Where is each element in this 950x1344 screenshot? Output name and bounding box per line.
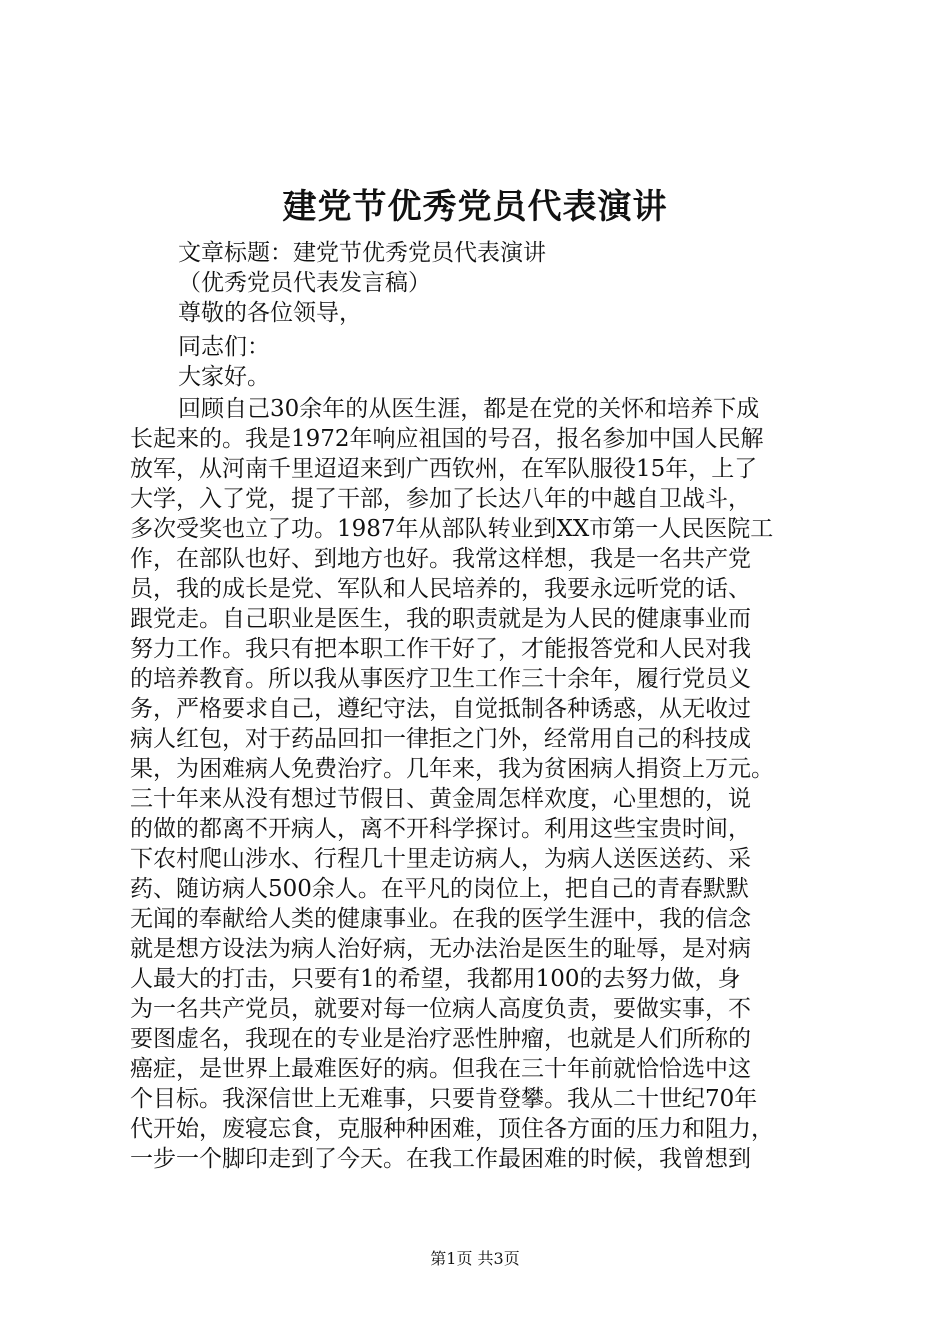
body-line: 务，严格要求自己，遵纪守法，自觉抵制各种诱惑，从无收过 <box>130 696 751 722</box>
body-line: 放军，从河南千里迢迢来到广西钦州，在军队服役15年，上了 <box>130 456 758 482</box>
body-line: 癌症，是世界上最难医好的病。但我在三十年前就恰恰选中这 <box>130 1056 751 1082</box>
body-line: 员，我的成长是党、军队和人民培养的，我要永远听党的话、 <box>130 576 751 602</box>
body-line: 长起来的。我是1972年响应祖国的号召，报名参加中国人民解 <box>130 426 764 452</box>
body-line: 三十年来从没有想过节假日、黄金周怎样欢度，心里想的，说 <box>130 786 751 812</box>
body-line: 为一名共产党员，就要对每一位病人高度负责，要做实事，不 <box>130 996 751 1022</box>
body-line: 的培养教育。所以我从事医疗卫生工作三十余年，履行党员义 <box>130 666 751 692</box>
body-line: 一步一个脚印走到了今天。在我工作最困难的时候，我曾想到 <box>130 1146 751 1172</box>
body-line: 病人红包，对于药品回扣一律拒之门外，经常用自己的科技成 <box>130 726 751 752</box>
body-line: 要图虚名，我现在的专业是治疗恶性肿瘤，也就是人们所称的 <box>130 1026 751 1052</box>
body-line: 无闻的奉献给人类的健康事业。在我的医学生涯中，我的信念 <box>130 906 751 932</box>
article-title-line: 文章标题：建党节优秀党员代表演讲 <box>178 240 546 266</box>
subtitle-line: （优秀党员代表发言稿） <box>178 270 431 296</box>
document-title: 建党节优秀党员代表演讲 <box>282 187 668 227</box>
body-line: 大学，入了党，提了干部，参加了长达八年的中越自卫战斗， <box>130 486 751 512</box>
body-line: 跟党走。自己职业是医生，我的职责就是为人民的健康事业而 <box>130 606 751 632</box>
page-number-footer: 第1页 共3页 <box>430 1249 520 1268</box>
body-line: 作，在部队也好、到地方也好。我常这样想，我是一名共产党 <box>130 546 751 572</box>
body-line: 的做的都离不开病人，离不开科学探讨。利用这些宝贵时间， <box>130 816 751 842</box>
body-line: 多次受奖也立了功。1987年从部队转业到XX市第一人民医院工 <box>130 516 774 542</box>
body-line: 回顾自己30余年的从医生涯，都是在党的关怀和培养下成 <box>178 396 760 422</box>
body-line: 代开始，废寝忘食，克服种种困难，顶住各方面的压力和阻力， <box>130 1116 774 1142</box>
body-line: 果，为困难病人免费治疗。几年来，我为贫困病人捐资上万元。 <box>130 756 774 782</box>
body-line: 药、随访病人500余人。在平凡的岗位上，把自己的青春默默 <box>130 876 749 902</box>
salutation-line: 尊敬的各位领导， <box>178 300 362 326</box>
greeting-line: 大家好。 <box>178 364 270 390</box>
body-line: 努力工作。我只有把本职工作干好了，才能报答党和人民对我 <box>130 636 751 662</box>
body-line: 下农村爬山涉水、行程几十里走访病人，为病人送医送药、采 <box>130 846 751 872</box>
body-line: 个目标。我深信世上无难事，只要肯登攀。我从二十世纪70年 <box>130 1086 758 1112</box>
salutation-line: 同志们： <box>178 334 270 360</box>
body-line: 人最大的打击，只要有1的希望，我都用100的去努力做，身 <box>130 966 741 992</box>
body-line: 就是想方设法为病人治好病，无办法治是医生的耻辱，是对病 <box>130 936 751 962</box>
